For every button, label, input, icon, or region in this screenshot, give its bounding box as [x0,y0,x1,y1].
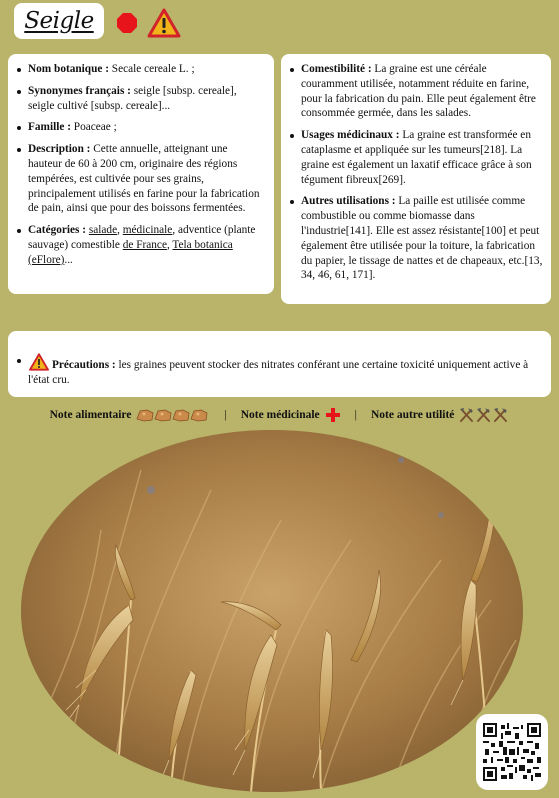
rye-photo [21,430,523,792]
list-item: Nom botanique : Secale cereale L. ; [28,62,264,77]
link-medicinale[interactable]: médicinale [122,224,173,237]
list-item: Famille : Poaceae ; [28,120,264,135]
list-item: Autres utilisations : La paille est utilisée comme combustible ou comme biomasse dans l'industrie[141]. Elle est assez résistante[100] et peut également être utilisée pour la toiture, la fabrication du papier, le tissage de nattes et de chapeaux, etc.[13, 34, 46, 61, 171]. [301,194,545,283]
note-autre-label: Note autre utilité [370,409,455,421]
note-medicinale-label: Note médicinale [240,409,320,421]
tools-rating-icon [459,407,509,423]
title-box [14,3,104,39]
ratings-bar [0,404,559,426]
red-dot-icon [116,12,138,34]
categories-item: Catégories : salade, médicinale, adventice (plante sauvage) comestible de France, Tela botanica (eFlore)... [28,223,264,267]
botanical-info-card [8,54,274,294]
list-item: Description : Cette annuelle, atteignant une hauteur de 60 à 200 cm, originaire des régions tempérées, est cultivée pour ses grains, principalement utilisés en farine pour la fabrication de pain, ainsi que pour des boissons fermentées. [28,142,264,216]
link-de-france[interactable]: de France [122,238,167,251]
page-title: Seigle [24,8,94,34]
separator: | [354,409,357,421]
usages-card [281,54,551,304]
precautions-item: Précautions : les graines peuvent stocker des nitrates conférant une certaine toxicité uniquement active à l'état cru. [28,353,541,388]
qr-code[interactable] [476,714,548,790]
list-item: Comestibilité : La graine est une céréale couramment utilisée, notamment réduite en farine, pour la fabrication du pain. Elle peut également être consommée germée, dans les salades. [301,62,545,121]
warning-icon [28,353,50,371]
medical-cross-icon [325,407,341,423]
link-salade[interactable]: salade [88,224,118,237]
qr-code-icon [483,723,541,781]
precautions-card [8,331,551,397]
list-item: Usages médicinaux : La graine est transformée en cataplasme et appliquée sur les tumeurs[218]. La graine est également un laxatif efficace grâce à son tégument fibreux[269]. [301,128,545,187]
note-alimentaire-label: Note alimentaire [49,409,132,421]
warning-icon [147,8,181,38]
separator: | [224,409,227,421]
list-item: Synonymes français : seigle [subsp. cereale], seigle cultivé [subsp. cereale]... [28,84,264,114]
food-rating-icon [136,407,210,423]
link-tela-botanica[interactable]: Tela botanica (eFlore) [28,238,233,266]
